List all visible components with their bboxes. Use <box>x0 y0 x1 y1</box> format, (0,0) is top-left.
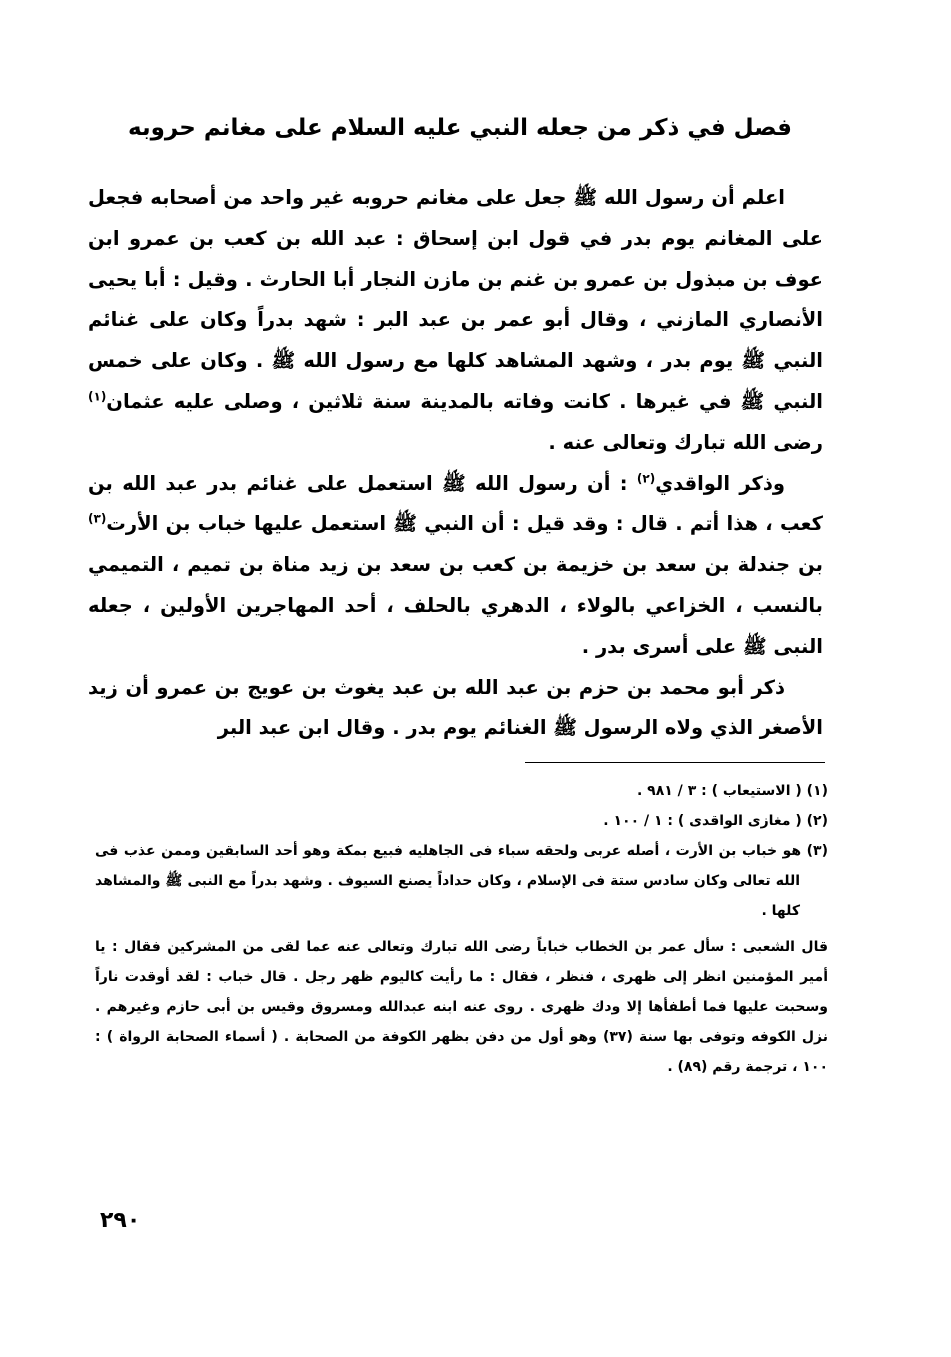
footnote-ref-2: (٢) <box>636 471 656 486</box>
footnote-divider <box>525 762 825 763</box>
chapter-heading: فصل في ذكر من جعله النبي عليه السلام على مغانم حروبه <box>128 115 792 141</box>
paragraph-2 <box>88 464 823 668</box>
paragraph-1-end: رضى الله تبارك وتعالى عنه . <box>548 430 823 454</box>
footnote-3-continuation: قال الشعبى : سأل عمر بن الخطاب خباباً رضى الله تبارك وتعالى عنه عما لقى من المشركين فقال : يا أمير المؤمنين انظر إلى ظهرى ، فنظر ، فقال : ما رأيت كاليوم ظهر رجل . قال خباب : لقد أوقدت ناراً وسحبت عليها فما أطفأها إلا ودك ظهرى . روى عنه ابنه عبدالله ومسروق وقيس بن أبى حازم وغيرهم . نزل الكوفه وتوفى بها سنة (٣٧) وهو أول من دفن بظهر الكوفة من الصحابة . ( أسماء الصحابة الرواة ) : ١٠٠ ، ترجمة رقم (٨٩) . <box>95 939 828 1075</box>
paragraph-1 <box>88 178 823 464</box>
main-text <box>88 178 823 749</box>
footnote-1: (١) ( الاستيعاب ) : ٣ / ٩٨١ . <box>636 783 828 799</box>
paragraph-1-text: اعلم أن رسول الله ﷺ جعل على مغانم حروبه غير واحد من أصحابه فجعل على المغانم يوم بدر في قول ابن إسحاق : عبد الله بن كعب بن عمرو ابن عوف بن مبذول بن عمرو بن غنم بن مازن النجار أبا الحارث . وقيل : أبا يحيى الأنصاري المازني ، وقال أبو عمر بن عبد البر : شهد بدراً وكان على غنائم النبي ﷺ يوم بدر ، وشهد المشاهد كلها مع رسول الله ﷺ . وكان على خمس النبي ﷺ في غيرها . كانت وفاته بالمدينة سنة ثلاثين ، وصلى عليه عثمان <box>88 186 823 413</box>
page-number: ٢٩٠ <box>100 1208 141 1233</box>
paragraph-2-end: بن جندلة بن سعد بن خزيمة بن كعب بن سعد بن زيد مناة بن تميم ، التميمي بالنسب ، الخزاعي بالولاء ، الدهري بالحلف ، أحد المهاجرين الأولين ، جعله النبى ﷺ على أسرى بدر . <box>88 553 823 658</box>
footnote-2: (٢) ( مغازى الواقدى ) : ١ / ١٠٠ . <box>603 813 828 829</box>
footnote-ref-3: (٣) <box>88 511 107 526</box>
paragraph-2-start: وذكر الواقدي <box>655 471 785 495</box>
footnote-ref-1: (١) <box>88 389 107 404</box>
paragraph-2-mid: : أن رسول الله ﷺ استعمل على غنائم بدر عبد الله بن كعب ، هذا أتم . قال : وقد قيل : أن النبي ﷺ استعمل عليها خباب بن الأرت <box>88 471 823 536</box>
footnotes <box>95 776 828 1082</box>
paragraph-3: ذكر أبو محمد بن حزم بن عبد الله بن عبد يغوث بن عويج بن عمرو أن زيد الأصغر الذي ولاه الرسول ﷺ الغنائم يوم بدر . وقال ابن عبد البر <box>88 675 823 740</box>
footnote-3: (٣) هو خباب بن الأرت ، أصله عربى ولحقه سباء فى الجاهليه فبيع بمكة وهو أحد السابقين وممن عذب فى الله تعالى وكان سادس ستة فى الإسلام ، وكان حداداً يصنع السيوف . وشهد بدراً مع النبى ﷺ والمشاهد كلها . <box>95 843 828 919</box>
